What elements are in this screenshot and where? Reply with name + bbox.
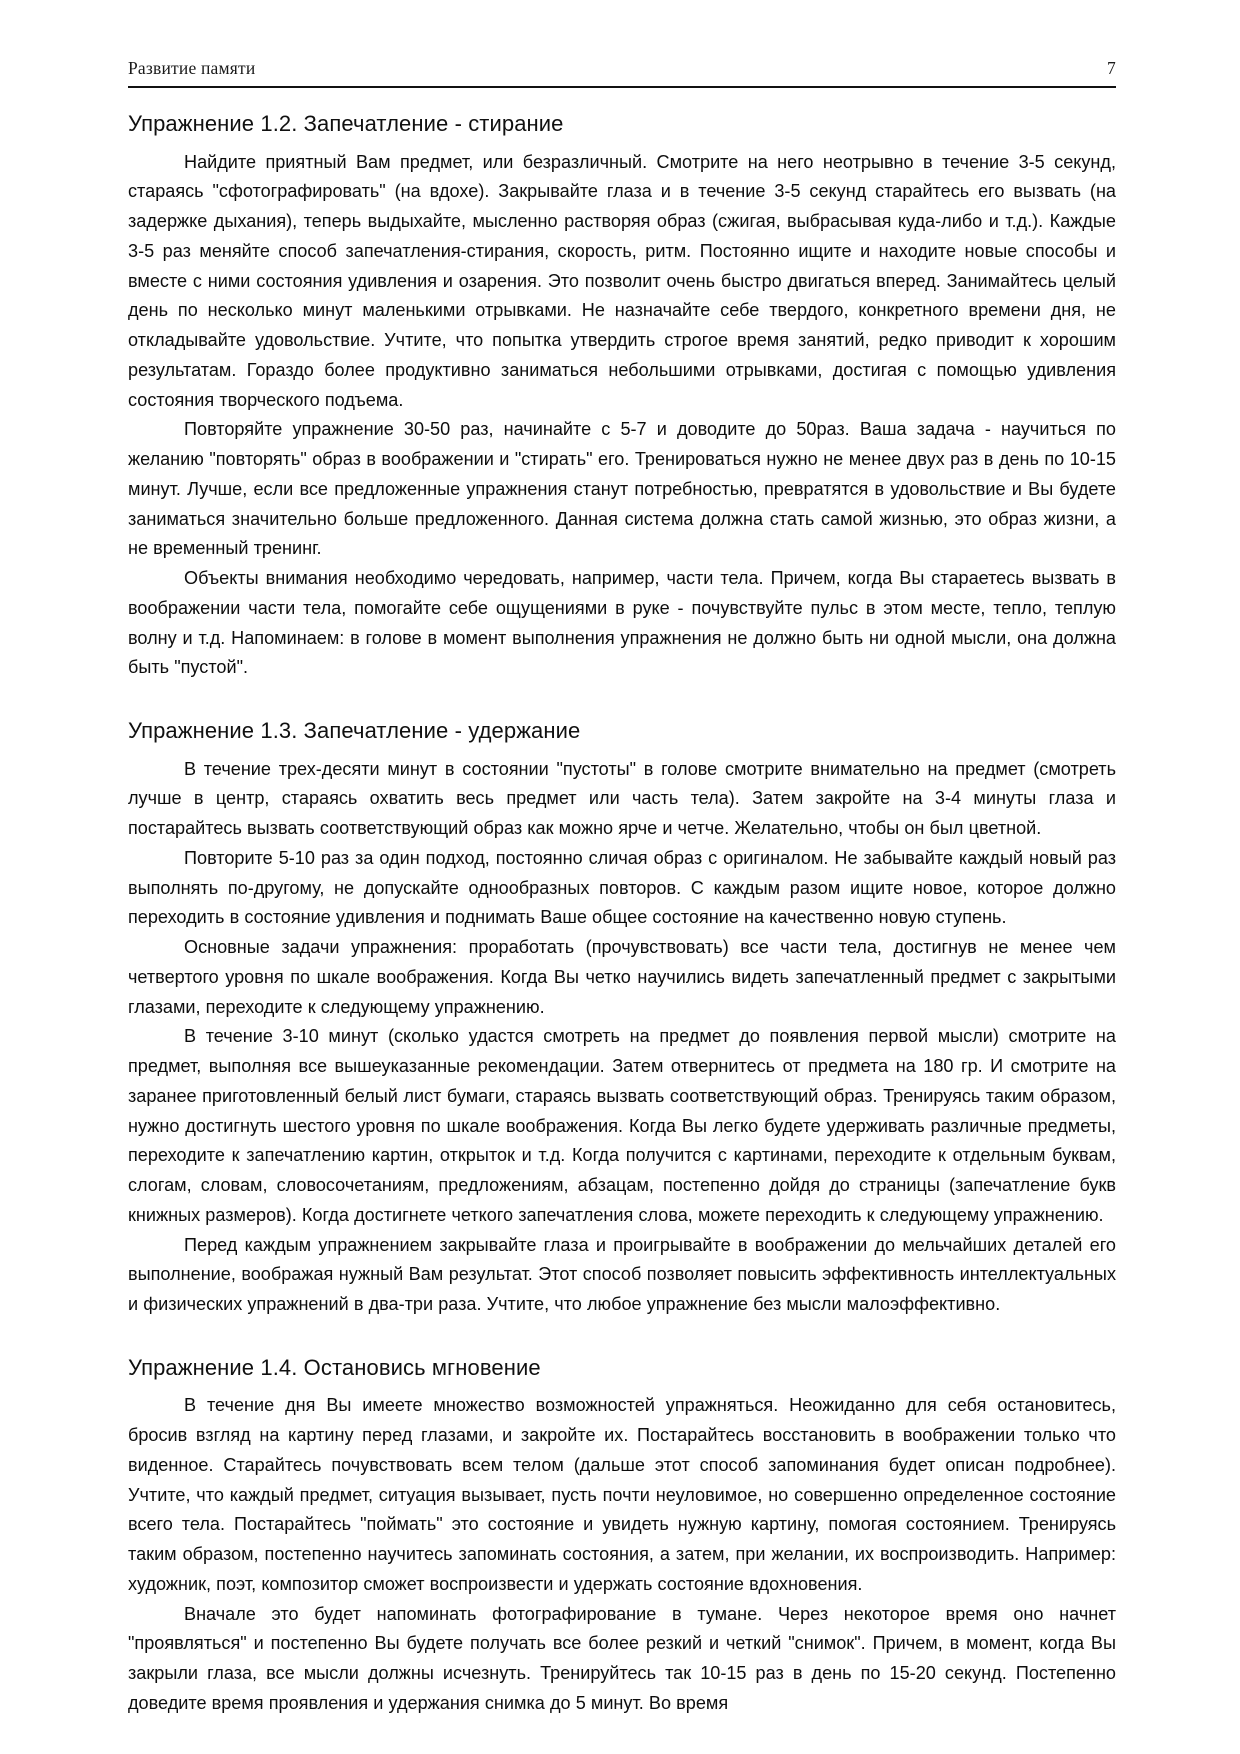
paragraph: Найдите приятный Вам предмет, или безразличный. Смотрите на него неотрывно в течение 3-5 секунд, стараясь "сфотографировать" (на вдохе). Закрывайте глаза и в течение 3-5 секунд старайтесь его вызвать (на задержке дыхания), теперь выдыхайте, мысленно растворяя образ (сжигая, выбрасывая куда-либо и т.д.). Каждые 3-5 раз меняйте способ запечатления-стирания, скорость, ритм. Постоянно ищите и находите новые способы и вместе с ними состояния удивления и озарения. Это позволит очень быстро двигаться вперед. Занимайтесь целый день по несколько минут маленькими отрывками. Не назначайте себе твердого, конкретного времени дня, не откладывайте удовольствие. Учтите, что попытка утвердить строгое время занятий, редко приводит к хорошим результатам. Гораздо более продуктивно заниматься небольшими отрывками, достигая с помощью удивления состояния творческого подъема. bbox=[128, 151, 1116, 410]
running-header bbox=[128, 58, 1116, 86]
section-heading-1-2: Упражнение 1.2. Запечатление - стирание bbox=[128, 111, 564, 136]
paragraph: В течение трех-десяти минут в состоянии "пустоты" в голове смотрите внимательно на предмет (смотреть лучше в центр, стараясь охватить весь предмет или часть тела). Затем закройте на 3-4 минуты глаза и постарайтесь вызвать соответствующий образ как можно ярче и четче. Желательно, чтобы он был цветной. bbox=[128, 758, 1116, 838]
paragraph: Вначале это будет напоминать фотографирование в тумане. Через некоторое время оно начнет "проявляться" и постепенно Вы будете получать все более резкий и четкий "снимок". Причем, в момент, когда Вы закрыли глаза, все мысли должны исчезнуть. Тренируйтесь так 10-15 раз в день по 15-20 секунд. Постепенно доведите время проявления и удержания снимка до 5 минут. Во время bbox=[128, 1603, 1116, 1713]
paragraph: Повторяйте упражнение 30-50 раз, начинайте с 5-7 и доводите до 50раз. Ваша задача - научиться по желанию "повторять" образ в воображении и "стирать" его. Тренироваться нужно не менее двух раз в день по 10-15 минут. Лучше, если все предложенные упражнения станут потребностью, превратятся в удовольствие и Вы будете заниматься значительно больше предложенного. Данная система должна стать самой жизнью, это образ жизни, а не временный тренинг. bbox=[128, 419, 1116, 559]
running-head-title: Развитие памяти bbox=[128, 58, 256, 78]
paragraph: Объекты внимания необходимо чередовать, например, части тела. Причем, когда Вы стараетесь вызвать в воображении части тела, помогайте себе ощущениями в руке - почувствуйте пульс в этом месте, тепло, теплую волну и т.д. Напоминаем: в голове в момент выполнения упражнения не должно быть ни одной мысли, она должна быть "пустой". bbox=[128, 568, 1116, 678]
section-heading-1-4: Упражнение 1.4. Остановись мгновение bbox=[128, 1354, 541, 1380]
paragraph: Повторите 5-10 раз за один подход, постоянно сличая образ с оригиналом. Не забывайте каждый новый раз выполнять по-другому, не допускайте однообразных повторов. С каждым разом ищите новое, которое должно переходить в состояние удивления и поднимать Ваше общее состояние на качественно новую ступень. bbox=[128, 847, 1116, 928]
page-content bbox=[128, 58, 1116, 1719]
paragraph: В течение дня Вы имеете множество возможностей упражняться. Неожиданно для себя остановитесь, бросив взгляд на картину перед глазами, и закройте их. Постарайтесь восстановить в воображении только что виденное. Старайтесь почувствовать всем телом (дальше этот способ запоминания будет описан подробнее). Учтите, что каждый предмет, ситуация вызывает, пусть почти неуловимое, но совершенно определенное состояние всего тела. Постарайтесь "поймать" это состояние и увидеть нужную картину, помогая состоянием. Тренируясь таким образом, постепенно научитесь запоминать состояния, а затем, при желании, их воспроизводить. Например: художник, поэт, композитор сможет воспроизвести и удержать состояние вдохновения. bbox=[128, 1395, 1116, 1594]
section-heading-1-3: Упражнение 1.3. Запечатление - удержание bbox=[128, 718, 581, 743]
header-rule bbox=[128, 86, 1116, 88]
paragraph: Перед каждым упражнением закрывайте глаза и проигрывайте в воображении до мельчайших деталей его выполнение, воображая нужный Вам результат. Этот способ позволяет повысить эффективность интеллектуальных и физических упражнений в два-три раза. Учтите, что любое упражнение без мысли малоэффективно. bbox=[128, 1234, 1116, 1314]
paragraph: Основные задачи упражнения: проработать (прочувствовать) все части тела, достигнув не менее чем четвертого уровня по шкале воображения. Когда Вы четко научились видеть запечатленный предмет с закрытыми глазами, переходите к следующему упражнению. bbox=[128, 937, 1116, 1017]
page-number: 7 bbox=[1107, 58, 1116, 78]
paragraph: В течение 3-10 минут (сколько удастся смотреть на предмет до появления первой мысли) смотрите на предмет, выполняя все вышеуказанные рекомендации. Затем отвернитесь от предмета на 180 гр. И смотрите на заранее приготовленный белый лист бумаги, стараясь вызвать соответствующий образ. Тренируясь таким образом, нужно достигнуть шестого уровня по шкале воображения. Когда Вы легко будете удерживать различные предметы, переходите к запечатлению картин, открыток и т.д. Когда получится с картинами, переходите к отдельным буквам, слогам, словам, словосочетаниям, предложениям, абзацам, постепенно дойдя до страницы (запечатление букв книжных размеров). Когда достигнете четкого запечатления слова, можете переходить к следующему упражнению. bbox=[128, 1026, 1116, 1225]
